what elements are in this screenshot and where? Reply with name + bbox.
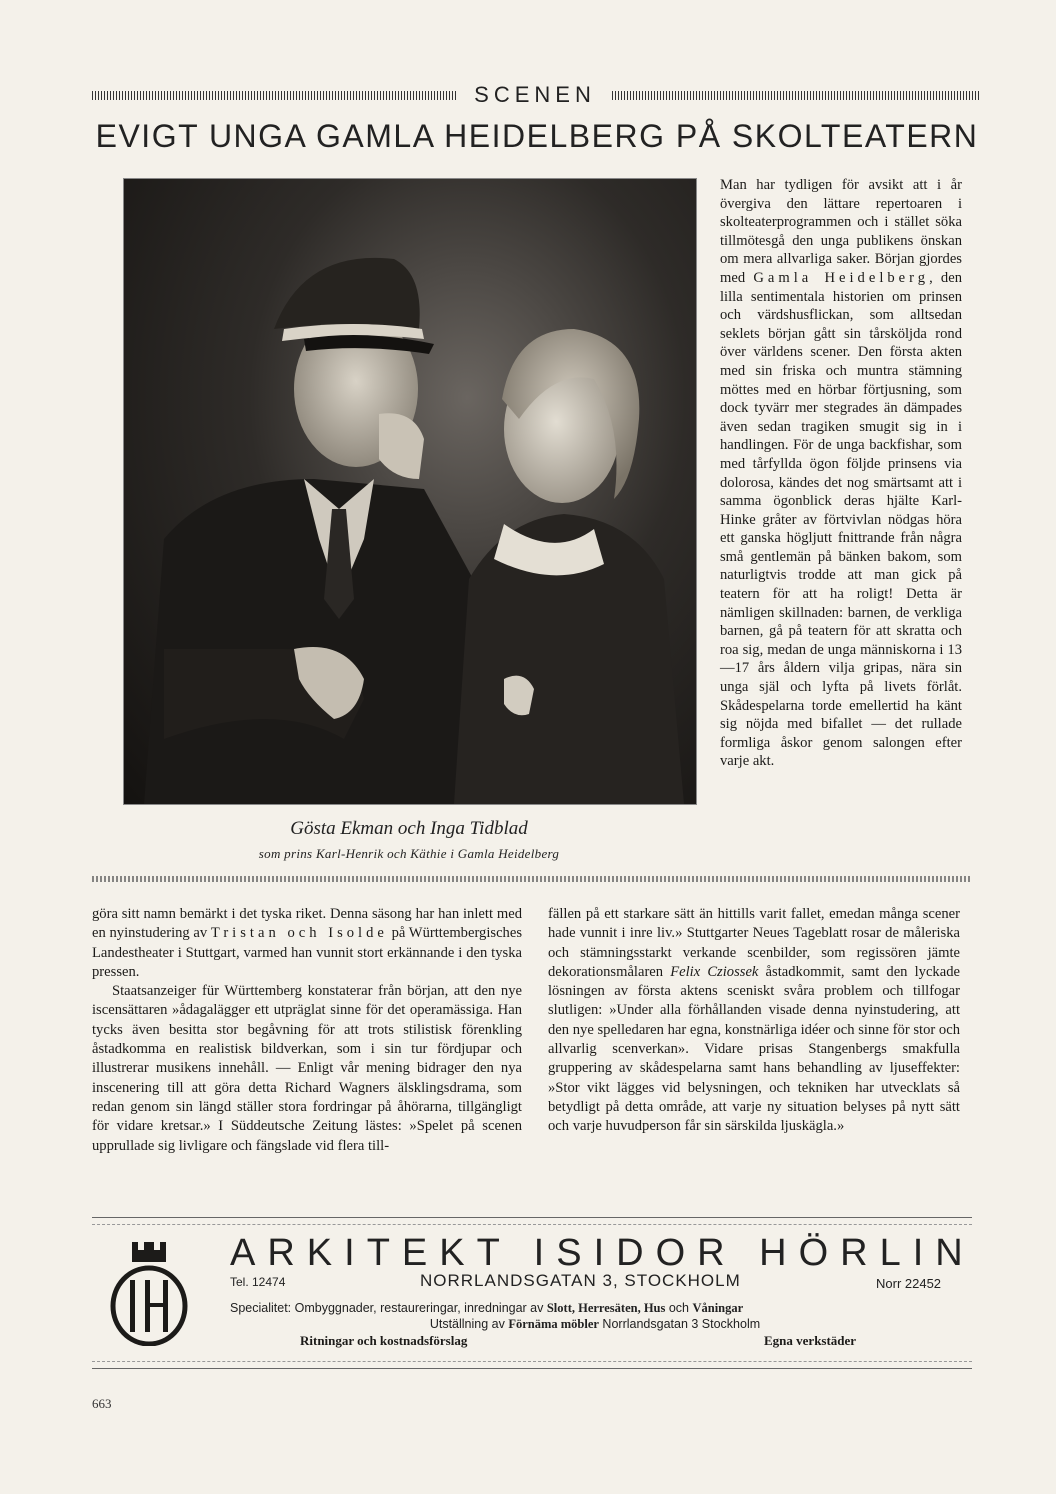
header-rule-right (612, 91, 980, 100)
spec-och: och (665, 1301, 693, 1315)
caption-names: Gösta Ekman och Inga Tidblad (290, 818, 528, 839)
paragraph-text: göra sitt namn bemärkt i det tyska riket. Denna säsong har han inlett med en nyinstudering av (92, 906, 522, 942)
caption-roles: som prins Karl-Henrik och Käthie i Gamla Heidelberg (258, 846, 560, 861)
exhib-bold: Förnäma möbler (508, 1317, 599, 1331)
article-column-right (548, 905, 960, 1137)
ad-address: NORRLANDSGATAN 3, STOCKHOLM (420, 1271, 741, 1290)
exhib-text: Norrlandsgatan 3 Stockholm (598, 1317, 761, 1331)
paragraph (548, 905, 960, 1137)
paragraph-text: på Württembergisches Landestheater i Stuttgart, varmed han vunnit stort erkännande i den tyska pressen. (92, 925, 523, 980)
article-headline: EVIGT UNGA GAMLA HEIDELBERG PÅ SKOLTEATERN (95, 118, 979, 154)
ad-phone: Tel. 12474 (230, 1275, 286, 1289)
paragraph-text: fällen på ett starkare sätt än hittills varit fallet, emedan många scener hade vunnit i inre liv.» Stuttgarter Neues Tageblatt rosar de måleriska och stämningsstarkt verkande scenbilder, som regissören jämte dekorationsmålaren (548, 906, 960, 980)
ad-title: ARKITEKT ISIDOR HÖRLIN (230, 1232, 975, 1274)
wavy-divider (92, 876, 970, 882)
article-text: , den lilla sentimentala historien om prinsen och värdshusflickan, som alltsedan seklets början gått sin tårsköljda rond över världens scener. Den första akten med sin friska och muntra stämning möttes med en hörbar förtjusning, som dock tyvärr mer stegrades än dämpades även sedan tragiken smugit sig in i handlingen. För de unga backfishar, som med tårfyllda ögon följde prinsens via dolorosa, kändes det nog smärtsamt att i samma ögonblick deras hjälte Karl-Hinke gråter av förtvivlan nödgas höra ett ganska högljutt fnittrande från några små gentlemän på bänken bakom, som naturligtvis trodde att man gick på teatern för att ha roligt! Detta är nämligen skillnaden: barnen, de verkliga barnen, gå på teatern för att skratta och roa sig, medan de unga människorna i 13—17 års åldern vilja gripas, nära sin unga själ och lyfta på livets förlåt. Skådespelarna torde emellertid ha känt sig nöjda med bifallet — det rullade formliga åskor genom salongen efter varje akt. (720, 269, 963, 770)
section-label: SCENEN (474, 82, 596, 107)
play-title: Gamla Heidelberg (753, 269, 930, 286)
header-rule-left (92, 91, 458, 100)
spec-label: Specialitet: (230, 1301, 292, 1315)
opera-title: Tristan och Isolde (210, 925, 388, 942)
ad-drawings: Ritningar och kostnadsförslag (300, 1333, 468, 1348)
spec-bold: Våningar (692, 1301, 744, 1315)
paragraph-text: åstadkommit, samt den lyckade lösningen av första aktens sceniskt svåra problem och tillfogar slutligen: »Under alla förhållanden visade denna nyinstudering, att den nye spelledaren har egna, konstnärliga idéer och sinne för stor och allvarlig scenverkan». Vidare prisas Stangenbergs smakfulla gruppering av skådespelarna samt hans behandling av ljuseffekter: »Stor vikt lägges vid belysningen, och tekniken har utvecklats så betydligt på detta område, att varje ny situation belyses på nytt sätt och varje huvudperson får sin särskilda ljuskägla.» (548, 963, 960, 1135)
ad-phone-norr: Norr 22452 (876, 1276, 942, 1291)
stage-photograph (123, 178, 697, 805)
exhib-text: Utställning av (429, 1317, 509, 1331)
ad-exhibition (230, 1317, 960, 1332)
spec-text: Ombyggnader, restaureringar, inredningar av (291, 1301, 547, 1315)
page-number: 663 (92, 1396, 112, 1411)
person-name: Felix Cziossek (670, 963, 759, 980)
article-column-left (92, 905, 522, 1156)
spec-bold: Slott, Herresäten, Hus (546, 1301, 666, 1315)
article-text: Man har tydligen för avsikt att i år övergiva den lättare repertoaren i skolteaterprogrammen och i stället söka tillmötesgå den unga publikens önskan om mera allvarliga saker. Början gjordes med (720, 177, 962, 286)
architect-logo-icon (110, 1238, 188, 1346)
ad-workshop: Egna verkstäder (764, 1333, 857, 1348)
paragraph: Staatsanzeiger für Württemberg konstaterar från början, att den nye iscensättaren »ådagalägger ett utpräglat sinne för det operamässiga. Han tycks även besitta stor begåvning för att trots stilistisk förenkling åstadkomma en realistisk bildverkan, som i sin tur fördjupar och illustrerar musikens innehåll. — Enligt vår mening bidrager den nya inscenering till att göra detta Richard Wagners älsklingsdrama, som redan genom sin längd ställer stora fordringar på åhörarna, tillgängligt för vidare kretsar.» I Süddeutsche Zeitung lästes: »Spelet på scenen upprullade sig livligare och fängslade vid flera till- (92, 983, 522, 1154)
paragraph (92, 905, 522, 982)
ad-specialty (230, 1301, 960, 1316)
article-column-upper (720, 176, 962, 771)
